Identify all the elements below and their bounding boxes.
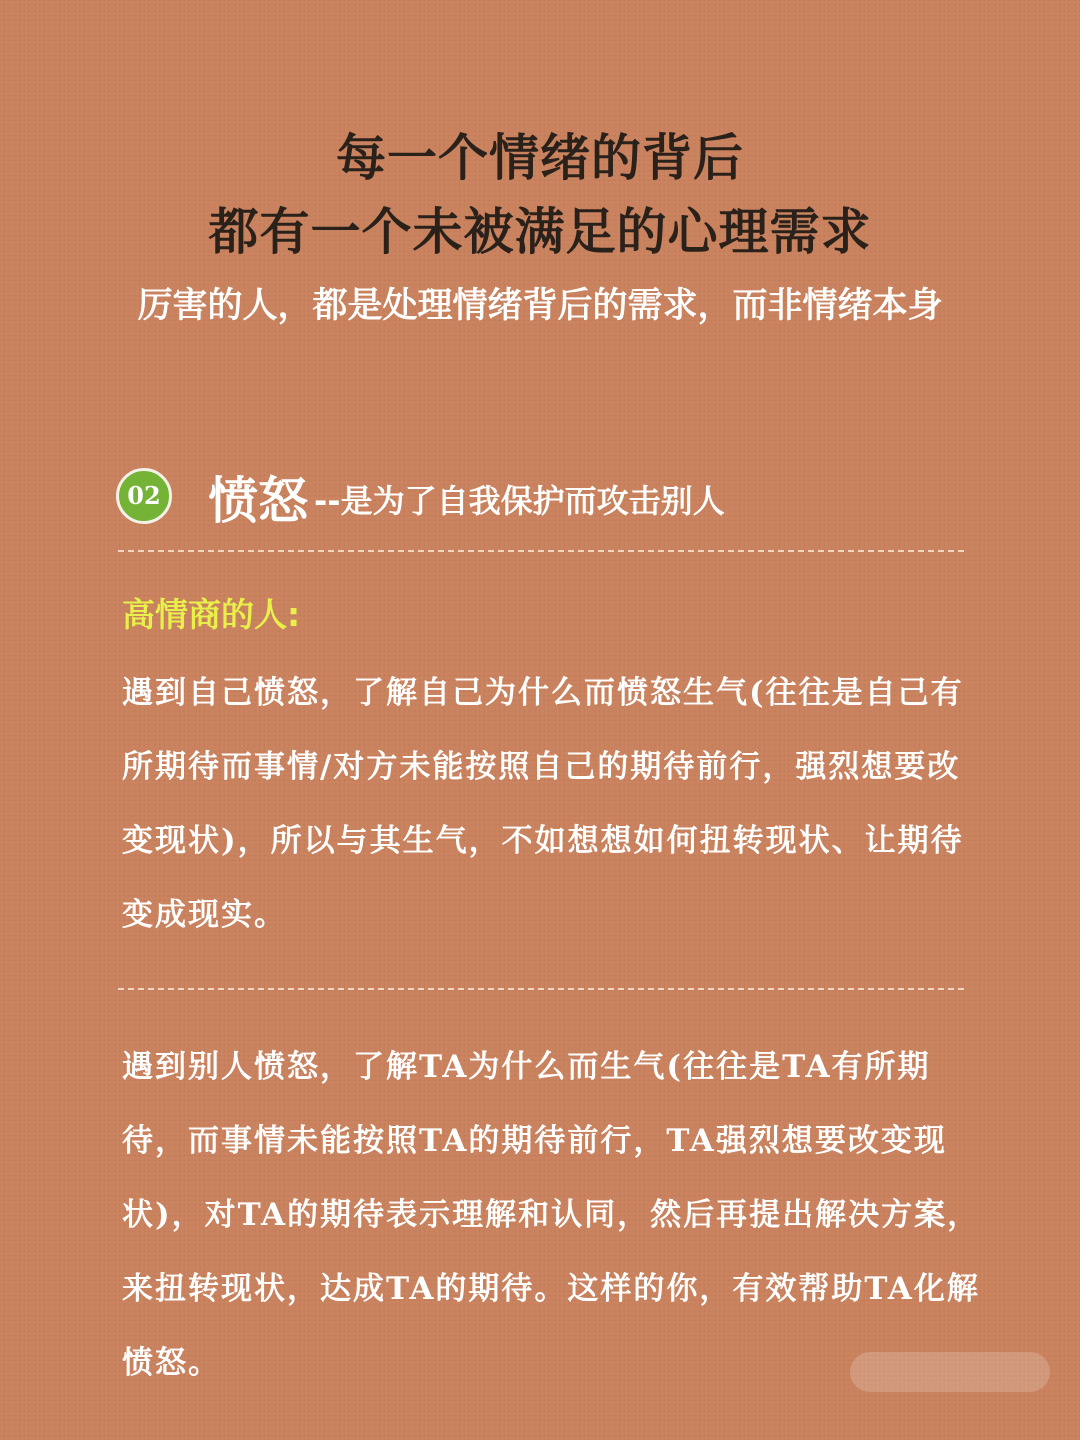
paragraph-self-anger: 遇到自己愤怒，了解自己为什么而愤怒生气(往往是自己有所期待而事情/对方未能按照自己的期待前行，强烈想要改变现状)，所以与其生气，不如想想如何扭转现状、让期待变成现实。 [122, 675, 964, 933]
section-heading [208, 466, 725, 536]
watermark [850, 1352, 1050, 1392]
section-keyword: 愤怒 [208, 472, 308, 530]
divider-top [118, 550, 964, 552]
title-line-1: 每一个情绪的背后 [336, 129, 744, 187]
high-eq-label: 高情商的人: [122, 595, 301, 634]
section-description: --是为了自我保护而攻击别人 [314, 482, 725, 520]
title-line-2: 都有一个未被满足的心理需求 [208, 203, 872, 261]
section-number-badge: 02 [116, 468, 172, 524]
paragraph-others-anger: 遇到别人愤怒，了解TA为什么而生气(往往是TA有所期待，而事情未能按照TA的期待前行，TA强烈想要改变现状)，对TA的期待表示理解和认同，然后再提出解决方案，来扭转现状，达成TA的期待。这样的你，有效帮助TA化解愤怒。 [122, 1049, 981, 1381]
subtitle: 厉害的人，都是处理情绪背后的需求，而非情绪本身 [137, 286, 943, 326]
divider-middle [118, 988, 964, 990]
